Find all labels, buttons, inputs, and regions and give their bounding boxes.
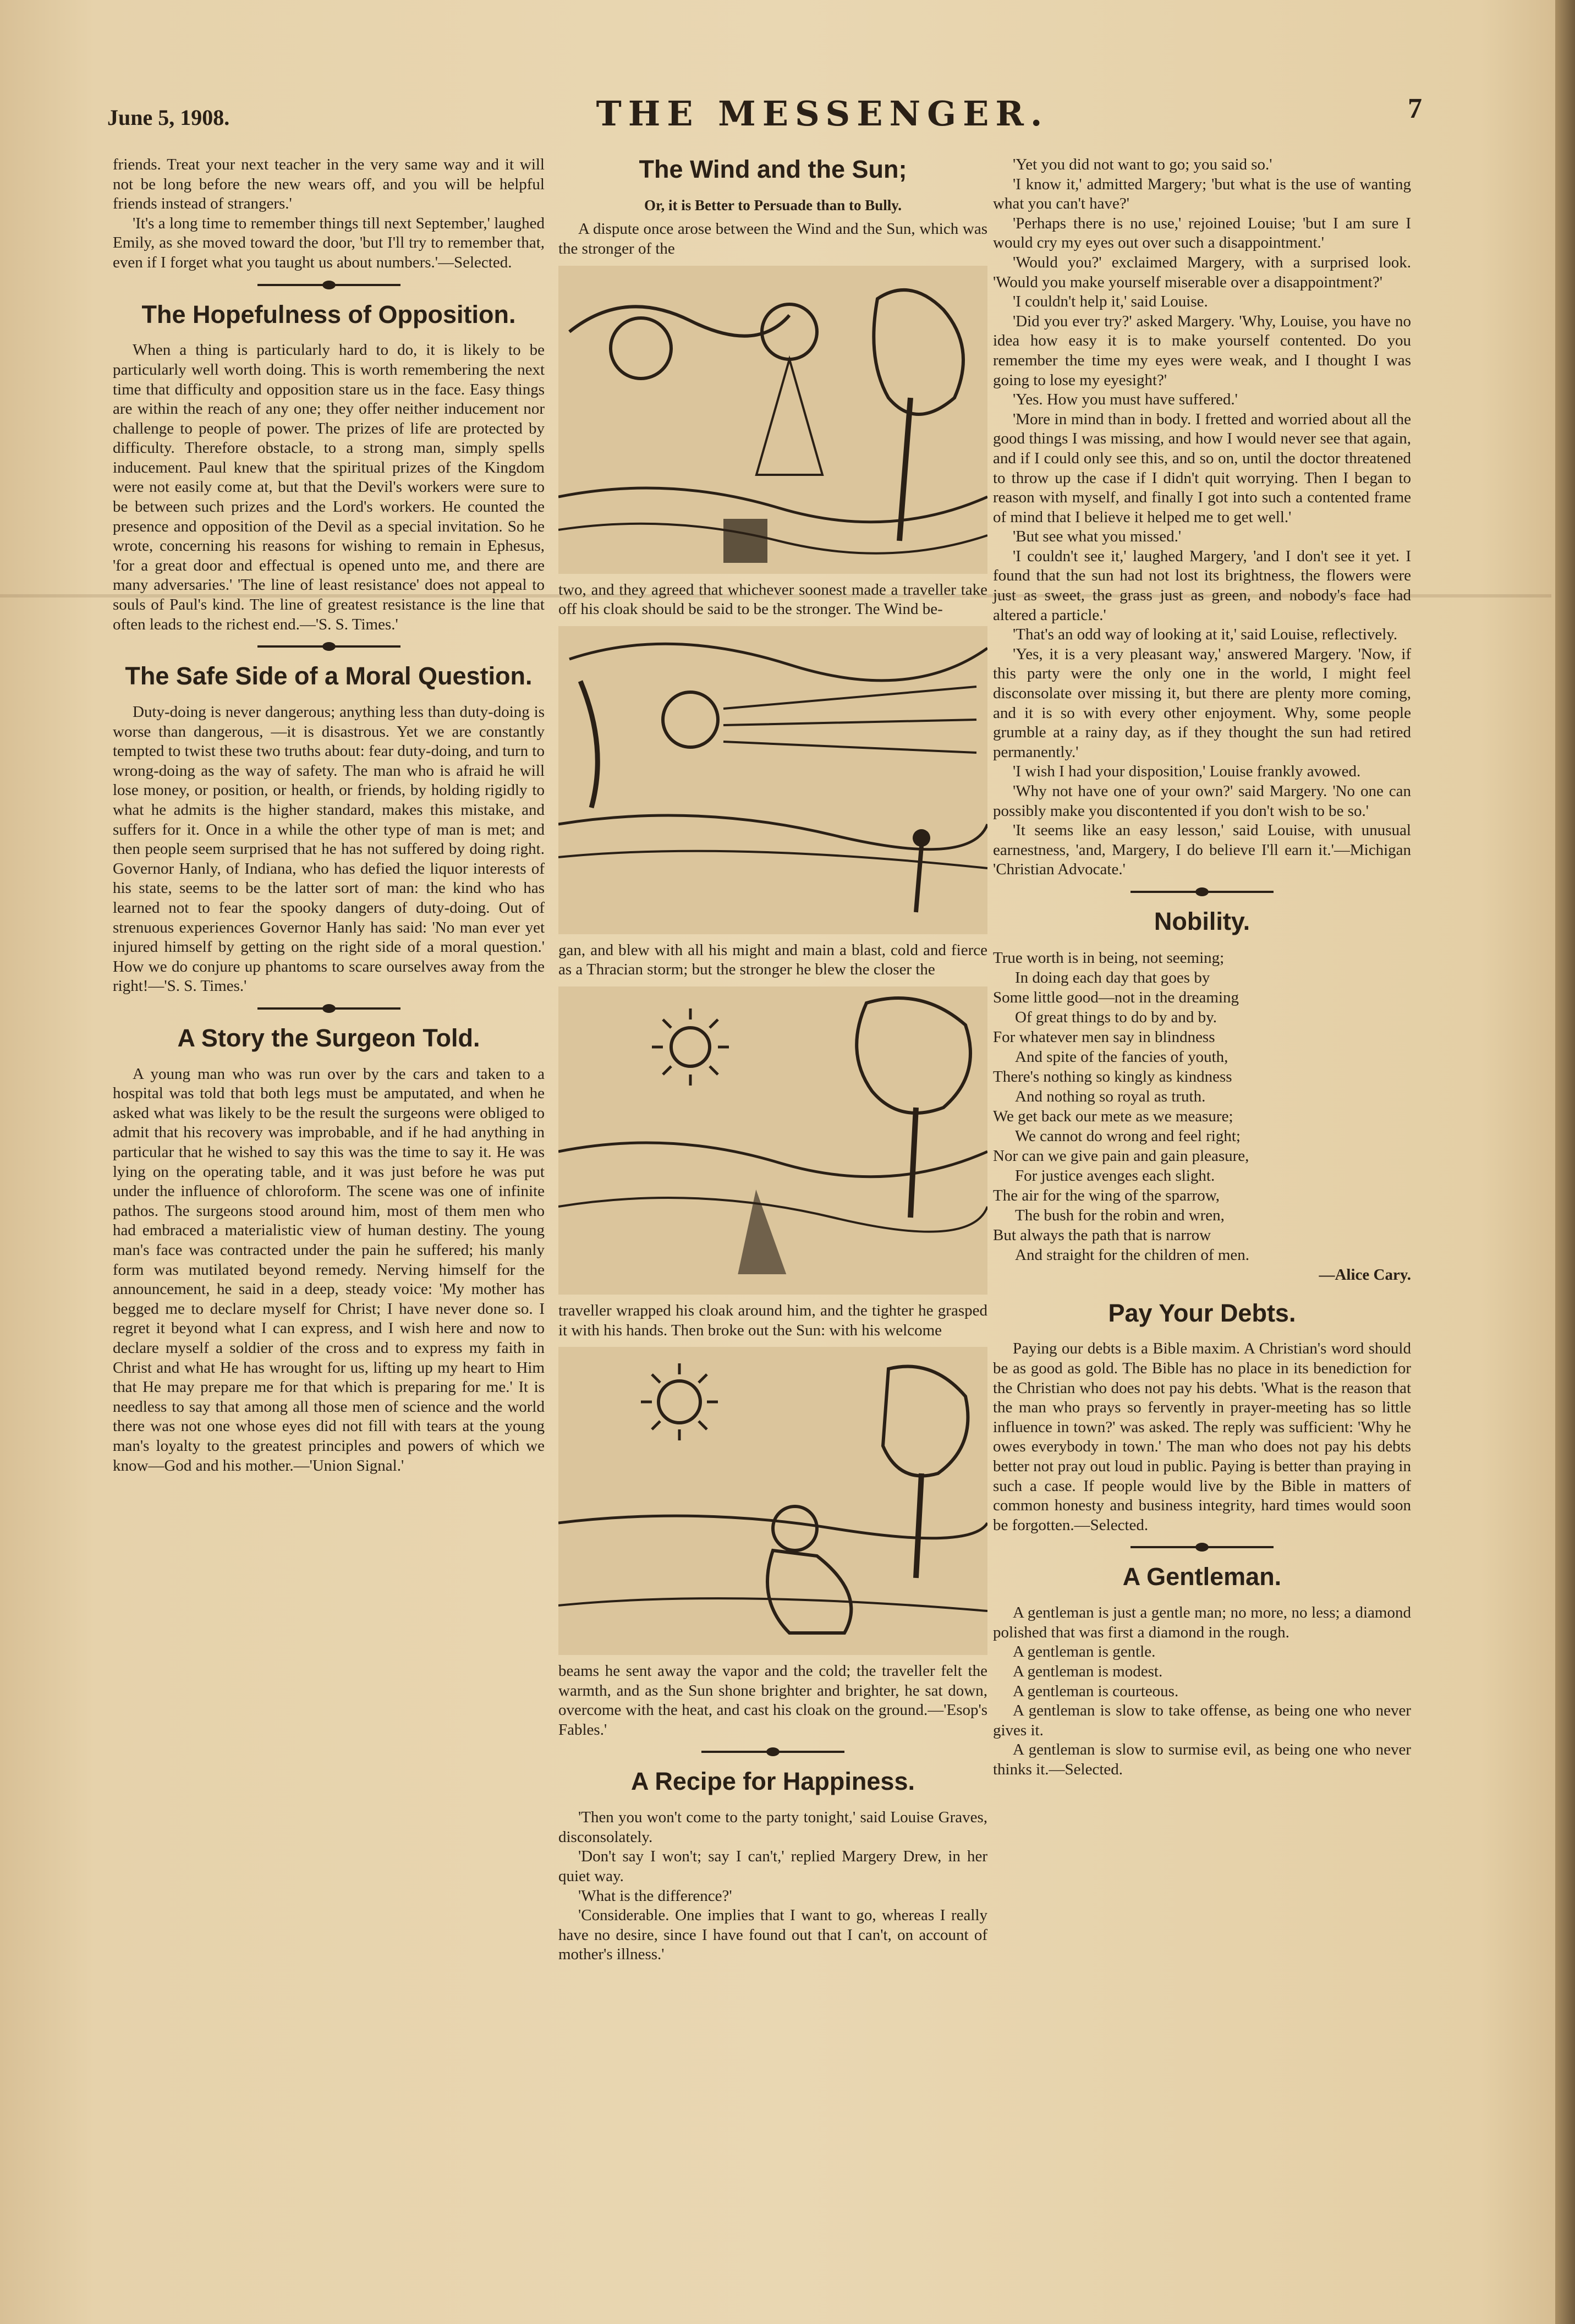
continued-story-end: friends. Treat your next teacher in the very same way and it will not be long before the new wears off, and you will be helpful friends instead of strangers.': [113, 156, 545, 213]
article-title-safe-side: The Safe Side of a Moral Question.: [125, 662, 533, 690]
section-divider: [1131, 891, 1274, 893]
article-title-surgeon: A Story the Surgeon Told.: [177, 1023, 480, 1052]
recipe-cont-7: 'More in mind than in body. I fretted and worried about all the good things I was missing, and how I would never see that again, and if I could only see this, and so on, until the doctor threatened to throw up the case if I didn't quit worrying. Then I began to reason with myself, and finally I got into such a contented frame of mind that I believe it helped me to get well.': [993, 410, 1411, 526]
gentleman-line-2: A gentleman is modest.: [1013, 1662, 1163, 1680]
recipe-cont-11: 'Yes, it is a very pleasant way,' answered Margery. 'Now, if this party were the only one in the world, I might feel disconsolate over missing it, but there are plenty more coming, and it is so with every other enjoyment. Why, some people grumble at a rainy day, as if they thought the sun had retired permanently.': [993, 645, 1411, 761]
section-divider: [257, 284, 400, 286]
poem-line: For whatever men say in blindness: [993, 1028, 1215, 1046]
fable-text-4: traveller wrapped his cloak around him, and the tighter he grasped it with his hands. Then broke out the Sun: with his welcome: [558, 1301, 987, 1339]
recipe-dialog-4: 'Considerable. One implies that I want to go, whereas I really have no desire, since I have found out that I can't, on account of mother's illness.': [558, 1906, 987, 1964]
column-2: [558, 155, 987, 1965]
recipe-cont-14: 'It seems like an easy lesson,' said Louise, with unusual earnestness, 'and, Margery, I do believe I'll earn it.'—Michigan 'Christian Advocate.': [993, 821, 1411, 879]
recipe-cont-3: 'Would you?' exclaimed Margery, with a surprised look. 'Would you make yourself miserable over a disappointment?': [993, 253, 1411, 291]
page-number: 7: [1408, 93, 1422, 124]
article-subtitle-wind-sun: Or, it is Better to Persuade than to Bully.: [644, 196, 902, 213]
illustration-wind-blowing: [558, 626, 987, 934]
fable-text-1: A dispute once arose between the Wind and the Sun, which was the stronger of the: [558, 220, 987, 257]
gentleman-line-4: A gentleman is slow to take offense, as being one who never gives it.: [993, 1702, 1411, 1739]
section-divider: [1131, 1546, 1274, 1548]
poem-line: The bush for the robin and wren,: [1015, 1206, 1225, 1224]
poem-line: In doing each day that goes by: [1015, 968, 1210, 986]
poem-line: But always the path that is narrow: [993, 1226, 1211, 1244]
article-title-gentleman: A Gentleman.: [1122, 1563, 1282, 1591]
section-divider: [257, 1007, 400, 1010]
gentleman-line-0: A gentleman is just a gentle man; no more, no less; a diamond polished that was first a diamond in the rough.: [993, 1604, 1411, 1641]
article-title-hopefulness: The Hopefulness of Opposition.: [141, 300, 516, 328]
poem-line: Of great things to do by and by.: [1015, 1008, 1217, 1026]
recipe-cont-5: 'Did you ever try?' asked Margery. 'Why, Louise, you have no idea how easy it is to make yourself contented. Do you remember the time my eyes were weak, and I thought I was going to lose my eyesight?': [993, 312, 1411, 389]
poem-line: The air for the wing of the sparrow,: [993, 1186, 1220, 1204]
recipe-cont-10: 'That's an odd way of looking at it,' said Louise, reflectively.: [1013, 626, 1398, 644]
article-title-wind-sun: The Wind and the Sun;: [639, 155, 907, 183]
illustration-wind-and-sun-faces: [558, 266, 987, 574]
poem-nobility: [993, 948, 1411, 1285]
fable-text-2: two, and they agreed that whichever soonest made a traveller take off his cloak should be said to be the stronger. The Wind be-: [558, 580, 987, 618]
continued-story-quote: 'It's a long time to remember things till next September,' laughed Emily, as she moved toward the door, 'but I'll try to remember that, even if I forget what you taught us about numbers.'—Selected.: [113, 214, 545, 271]
poem-line: Some little good—not in the dreaming: [993, 988, 1239, 1006]
recipe-cont-0: 'Yet you did not want to go; you said so.': [1013, 156, 1272, 173]
poem-title-nobility: Nobility.: [1154, 907, 1250, 935]
poem-line: And nothing so royal as truth.: [1015, 1087, 1206, 1105]
recipe-cont-4: 'I couldn't help it,' said Louise.: [1013, 293, 1208, 311]
article-body-hopefulness: When a thing is particularly hard to do, it is likely to be particularly well worth doing. This is worth remembering the next time that difficulty and opposition stare us in the face. Easy things are within the reach of any one; they offer neither inducement nor challenge to people of power. The prizes of life are protected by difficulty. Therefore obstacle, to a strong man, simply spells inducement. Paul knew that the spiritual prizes of the Kingdom were not easily come at, but that the Devil's workers were sure to be between such prizes and the Lord's workers. He counted the presence and opposition of the Devil as a special invitation. So he wrote, concerning his reasons for wishing to remain in Ephesus, 'for a great door and effectual is opened unto me, and there are many adversaries.' 'The line of least resistance' does not appeal to souls of Paul's kind. The line of greatest resistance is the line that often leads to the richest end.—'S. S. Times.': [113, 341, 545, 633]
article-body-surgeon: A young man who was run over by the cars and taken to a hospital was told that both legs must be amputated, and when he asked what was likely to be the result the surgeons were obliged to admit that his recovery was improbable, and if he had anything in particular that he wished to say this was the time to say it. He was lying on the operating table, and it was just before he was put under the influence of chloroform. The scene was one of infinite pathos. The surgeons stood around him, most of them men who had embraced a materialistic view of human destiny. The young man's face was contracted under the pain he suffered; his manly form was mutilated beyond remedy. Nerving himself for the announcement, he said in a deep, steady voice: 'My mother has begged me to declare myself for Christ; I have never done so. I regret it beyond what I can express, and I wish here and now to declare myself a soldier of the cross and to express my faith in Christ and what He has wrought for us, lifting up my heart to Him that He may prepare me for that which is preparing for me.' It is needless to say that among all those men of science and the world there was not one whose eyes did not fill with tears at the young man's loyalty to the greatest principles and powers of which we know—God and his mother.—'Union Signal.': [113, 1065, 545, 1475]
illustration-traveller-resting: [558, 1347, 987, 1655]
recipe-cont-8: 'But see what you missed.': [1013, 528, 1182, 546]
issue-date: June 5, 1908.: [107, 105, 230, 130]
recipe-cont-9: 'I couldn't see it,' laughed Margery, 'and I don't see it yet. I found that the sun had not lost its brightness, the flowers were just as sweet, the grass just as green, and nobody's face had altered a particle.': [993, 547, 1411, 624]
page-edge: [1555, 0, 1575, 2324]
recipe-cont-12: 'I wish I had your disposition,' Louise frankly avowed.: [1013, 763, 1361, 781]
gentleman-line-3: A gentleman is courteous.: [1013, 1682, 1179, 1700]
fable-text-3: gan, and blew with all his might and main a blast, cold and fierce as a Thracian storm; but the stronger he blew the closer the: [558, 941, 987, 979]
article-title-debts: Pay Your Debts.: [1108, 1298, 1296, 1327]
fable-text-5: beams he sent away the vapor and the cold; the traveller felt the warmth, and as the Sun shone brighter and brighter, he sat down, overcome with the heat, and cast his cloak on the ground.—'Esop's Fables.': [558, 1662, 987, 1739]
column-1: [113, 155, 545, 1476]
article-body-debts: Paying our debts is a Bible maxim. A Christian's word should be as good as gold. The Bible has no place in its benediction for the Christian who does not pay his debts. 'What is the reason that the man who prays so fervently in prayer-meeting has so little influence in town?' was asked. The reply was sufficient: 'Why he owes everybody in town.' The man who does not pay his debts better not pray out loud in public. Paying is better than praying in such a case. If people would live by the Bible in matters of common honesty and business integrity, hard times would soon be forgotten.—Selected.: [993, 1340, 1411, 1534]
recipe-dialog-2: 'Don't say I won't; say I can't,' replied Margery Drew, in her quiet way.: [558, 1848, 987, 1885]
recipe-dialog-3: 'What is the difference?': [578, 1887, 732, 1905]
poem-line: True worth is in being, not seeming;: [993, 949, 1225, 967]
recipe-dialog-1: 'Then you won't come to the party tonight,' said Louise Graves, disconsolately.: [558, 1808, 987, 1846]
poem-attribution: —Alice Cary.: [1319, 1265, 1411, 1284]
recipe-cont-6: 'Yes. How you must have suffered.': [1013, 391, 1238, 409]
poem-line: And spite of the fancies of youth,: [1015, 1048, 1228, 1066]
article-body-safe-side: Duty-doing is never dangerous; anything less than duty-doing is worse than dangerous, —it is disastrous. Yet we are constantly tempted to twist these two truths about: fear duty-doing, and turn to wrong-doing as the way of safety. The man who is afraid he will lose money, or position, or health, or friends, by holding rigidly to what he admits is the higher standard, makes this mistake, and suffers for it. Once in a while the other type of man is met; and then people seem surprised that he has not suffered by doing right. Governor Hanly, of Indiana, who has defied the liquor interests of his state, seems to be the latter sort of man: the kind who has learned not to fear the spooky dangers of duty-doing. Out of strenuous experiences Governor Hanly has said: 'No man ever yet injured himself by getting on the right side of a moral question.' How we do conjure up phantoms to scare ourselves away from the right!—'S. S. Times.': [113, 703, 545, 995]
section-divider: [701, 1751, 844, 1753]
section-divider: [257, 645, 400, 648]
poem-line: There's nothing so kingly as kindness: [993, 1067, 1232, 1086]
poem-line: We get back our mete as we measure;: [993, 1107, 1233, 1125]
column-3: [993, 155, 1411, 1780]
newspaper-title: THE MESSENGER.: [596, 94, 1049, 134]
poem-line: Nor can we give pain and gain pleasure,: [993, 1147, 1249, 1165]
poem-line: And straight for the children of men.: [1015, 1246, 1250, 1264]
recipe-cont-1: 'I know it,' admitted Margery; 'but what is the use of wanting what you can't have?': [993, 175, 1411, 213]
illustration-sun-rising: [558, 986, 987, 1295]
gentleman-line-5: A gentleman is slow to surmise evil, as being one who never thinks it.—Selected.: [993, 1741, 1411, 1778]
recipe-cont-2: 'Perhaps there is no use,' rejoined Louise; 'but I am sure I would cry my eyes out over such a disappointment.': [993, 214, 1411, 252]
poem-line: We cannot do wrong and feel right;: [1015, 1127, 1241, 1145]
gentleman-line-1: A gentleman is gentle.: [1013, 1643, 1156, 1661]
poem-line: For justice avenges each slight.: [1015, 1166, 1215, 1185]
article-title-recipe: A Recipe for Happiness.: [631, 1767, 915, 1796]
masthead: [107, 88, 1422, 138]
recipe-cont-13: 'Why not have one of your own?' said Margery. 'No one can possibly make you discontented if you don't wish to be so.': [993, 782, 1411, 820]
